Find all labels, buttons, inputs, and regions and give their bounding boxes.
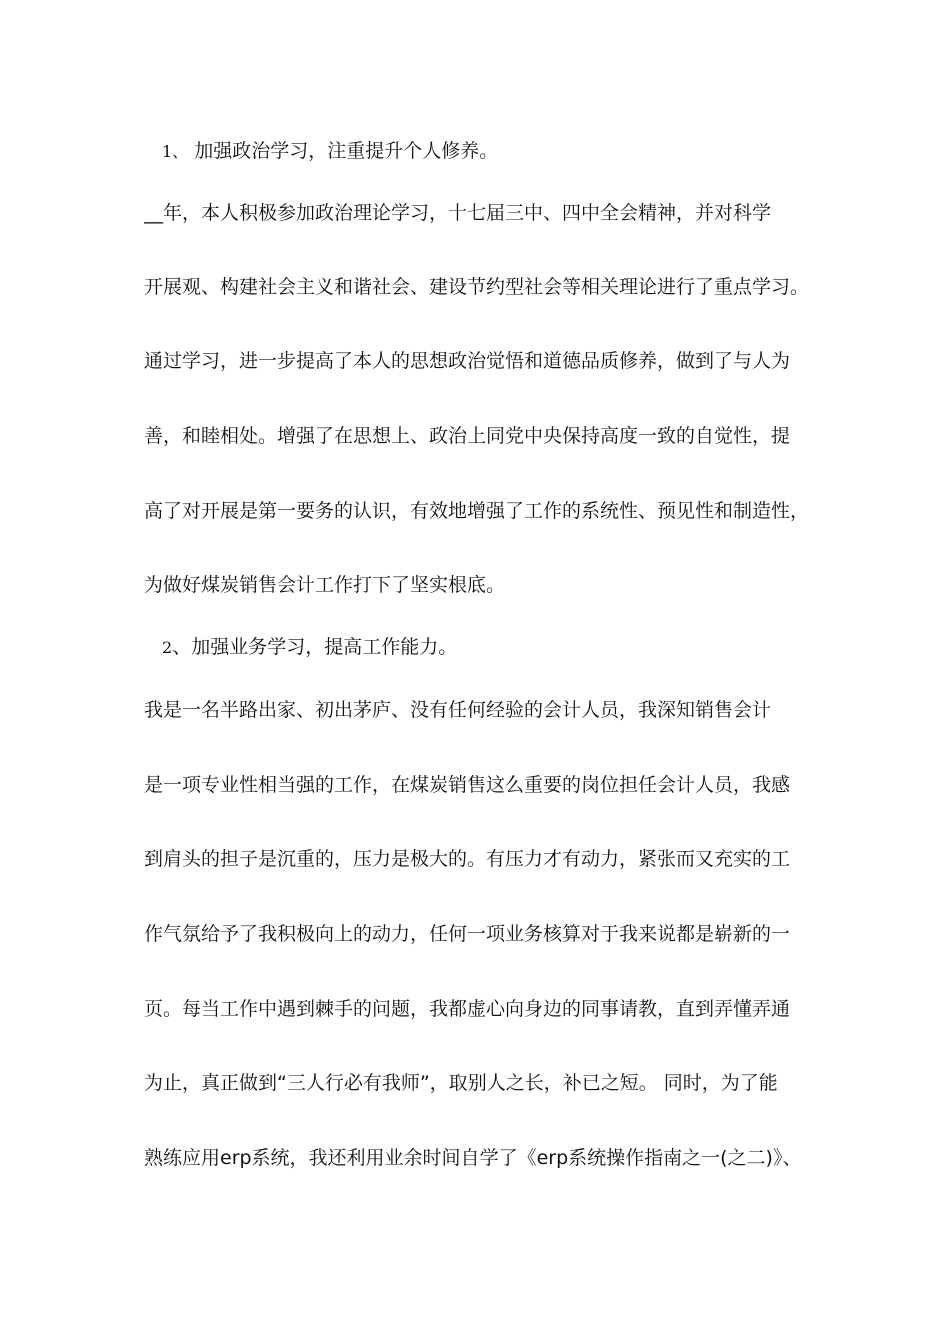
paragraph-2-line-4: 作气氛给予了我积极向上的动力，任何一项业务核算对于我来说都是崭新的一 <box>144 923 791 945</box>
paragraph-1-line-1: __年，本人积极参加政治理论学习，十七届三中、四中全会精神，并对科学 <box>144 202 772 224</box>
paragraph-2-line-1: 我是一名半路出家、初出茅庐、没有任何经验的会计人员，我深知销售会计 <box>144 699 772 721</box>
heading-2 <box>162 632 842 662</box>
heading-1-number: 1、 <box>162 142 189 161</box>
paragraph-1-line-3: 通过学习，进一步提高了本人的思想政治觉悟和道德品质修养，做到了与人为 <box>144 350 791 372</box>
paragraph-2-line-6: 为止，真正做到“三人行必有我师”，取别人之长，补已之短。 同时，为了能 <box>144 1072 778 1094</box>
heading-2-number: 2 <box>162 638 173 657</box>
heading-1 <box>162 136 842 166</box>
paragraph-2-line-3: 到肩头的担子是沉重的，压力是极大的。有压力才有动力，紧张而又充实的工 <box>144 848 791 870</box>
heading-1-text: 加强政治学习，注重提升个人修养。 <box>188 140 499 162</box>
paragraph-1-line-4: 善，和睦相处。增强了在思想上、政治上同党中央保持高度一致的自觉性，提 <box>144 425 791 447</box>
paragraph-2-line-2: 是一项专业性相当强的工作，在煤炭销售这么重要的岗位担任会计人员，我感 <box>144 774 791 796</box>
paragraph-2-line-5: 页。每当工作中遇到棘手的问题，我都虚心向身边的同事请教，直到弄懂弄通 <box>144 998 791 1020</box>
paragraph-1-line-2: 开展观、构建社会主义和谐社会、建设节约型社会等相关理论进行了重点学习。 <box>144 276 810 298</box>
paragraph-1-line-6: 为做好煤炭销售会计工作打下了坚实根底。 <box>144 574 506 596</box>
heading-2-text: 、加强业务学习，提高工作能力。 <box>172 636 458 658</box>
paragraph-1-line-5: 高了对开展是第一要务的认识，有效地增强了工作的系统性、预见性和制造性， <box>144 500 810 522</box>
paragraph-2-line-7: 熟练应用erp系统，我还利用业余时间自学了《erp系统操作指南之一(之二)》、 <box>144 1147 802 1169</box>
